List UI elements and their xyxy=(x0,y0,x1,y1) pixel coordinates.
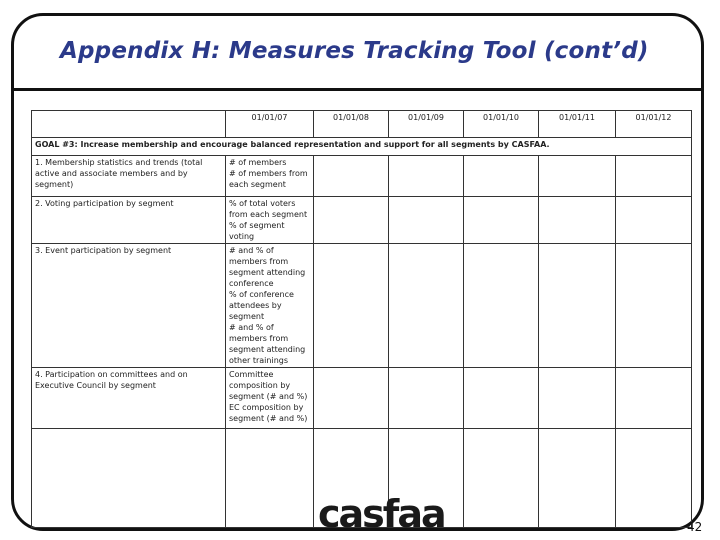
page-number: 42 xyxy=(687,520,703,534)
value-cell xyxy=(616,429,692,528)
table-row xyxy=(32,368,692,429)
table-row xyxy=(32,156,692,197)
value-cell xyxy=(539,244,616,368)
value-cell xyxy=(314,368,389,429)
date-header-2007: 01/01/07 xyxy=(226,111,314,138)
indicator-cell xyxy=(226,429,314,528)
casfaa-logo xyxy=(318,492,445,536)
value-cell xyxy=(464,156,539,197)
indicator-cell: Committee composition by segment (# and %) EC composition by segment (# and %) xyxy=(226,368,314,429)
value-cell xyxy=(464,368,539,429)
value-cell xyxy=(464,244,539,368)
measure-cell: 2. Voting participation by segment xyxy=(32,197,226,244)
value-cell xyxy=(314,244,389,368)
measures-tracking-table xyxy=(31,110,692,528)
measure-cell: 3. Event participation by segment xyxy=(32,244,226,368)
value-cell xyxy=(539,156,616,197)
indicator-cell: % of total voters from each segment % of segment voting xyxy=(226,197,314,244)
value-cell xyxy=(464,429,539,528)
table-row xyxy=(32,244,692,368)
goal-text: GOAL #3: Increase membership and encourage balanced representation and support for all segments by CASFAA. xyxy=(32,138,692,156)
indicator-cell: # of members # of members from each segment xyxy=(226,156,314,197)
title-divider xyxy=(11,88,704,91)
value-cell xyxy=(539,197,616,244)
value-cell xyxy=(539,429,616,528)
value-cell xyxy=(616,156,692,197)
date-header-2009: 01/01/09 xyxy=(389,111,464,138)
table-row xyxy=(32,197,692,244)
value-cell xyxy=(389,197,464,244)
measure-cell xyxy=(32,429,226,528)
date-header-2010: 01/01/10 xyxy=(464,111,539,138)
header-row xyxy=(32,111,692,138)
value-cell xyxy=(389,156,464,197)
value-cell xyxy=(616,197,692,244)
date-header-2011: 01/01/11 xyxy=(539,111,616,138)
date-header-2008: 01/01/08 xyxy=(314,111,389,138)
logo-wordmark: casfaa xyxy=(318,492,445,536)
value-cell xyxy=(539,368,616,429)
value-cell xyxy=(389,368,464,429)
measure-cell: 1. Membership statistics and trends (total active and associate members and by segment) xyxy=(32,156,226,197)
header-blank-cell xyxy=(32,111,226,138)
date-header-2012: 01/01/12 xyxy=(616,111,692,138)
value-cell xyxy=(464,197,539,244)
slide-title: Appendix H: Measures Tracking Tool (cont’d) xyxy=(60,38,649,64)
value-cell xyxy=(616,244,692,368)
value-cell xyxy=(616,368,692,429)
value-cell xyxy=(389,244,464,368)
value-cell xyxy=(314,156,389,197)
measure-cell: 4. Participation on committees and on Executive Council by segment xyxy=(32,368,226,429)
value-cell xyxy=(314,197,389,244)
goal-row xyxy=(32,138,692,156)
indicator-cell: # and % of members from segment attending conference % of conference attendees by segment # and % of members from segment attending other trainings xyxy=(226,244,314,368)
